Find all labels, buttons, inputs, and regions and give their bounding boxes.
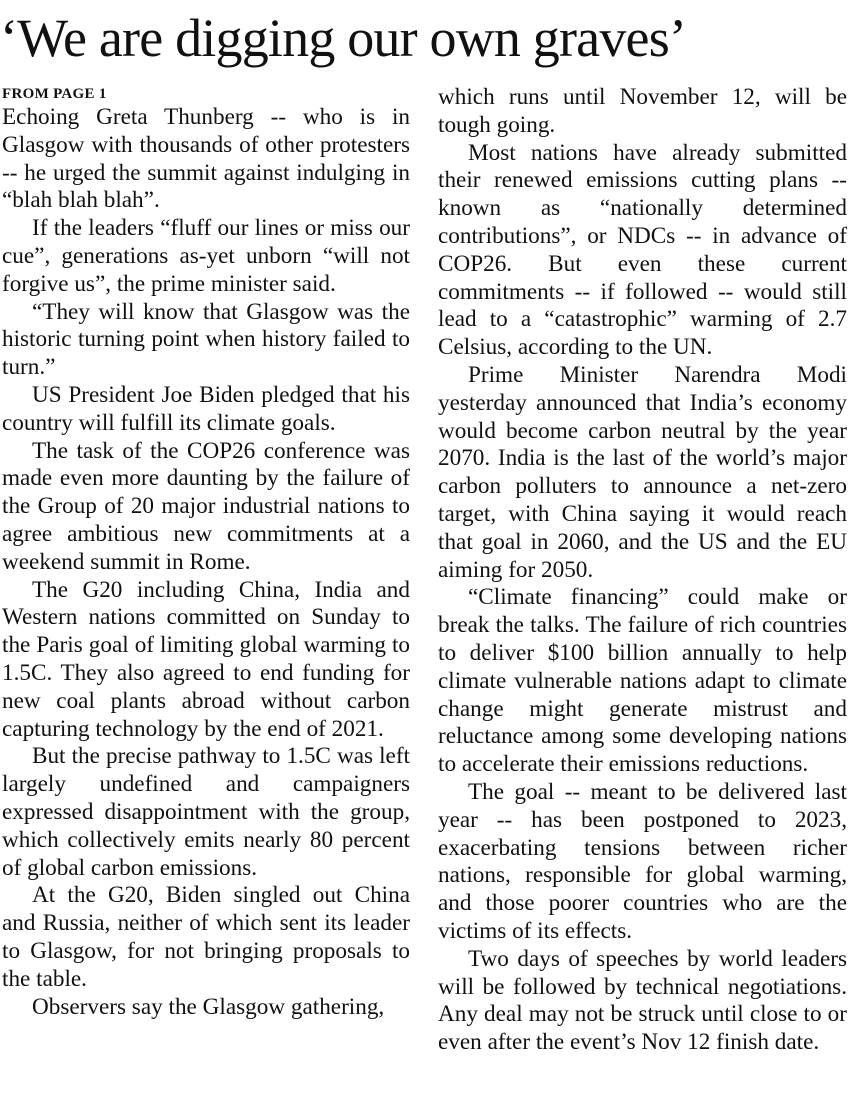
paragraph: Prime Minister Narendra Modi yesterday announced that India’s economy would become carbon neutral by the year 2070. India is the last of the world’s major carbon polluters to announce a net-zero target, with China saying it would reach that goal in 2060, and the US and the EU aiming for 2050. bbox=[438, 361, 847, 583]
paragraph: The G20 including China, India and Western nations committed on Sunday to the Paris goal of limiting global warming to 1.5C. They also agreed to end funding for new coal plants abroad without carbon capturing technology by the end of 2021. bbox=[2, 576, 410, 742]
paragraph: The goal -- meant to be delivered last year -- has been postponed to 2023, exacerbating tensions between richer nations, responsible for global warming, and those poorer countries who are the victims of its effects. bbox=[438, 778, 847, 944]
paragraph: Most nations have already submitted their renewed emissions cutting plans -- known as “nationally determined contributions”, or NDCs -- in advance of COP26. But even these current commitments -- if followed -- would still lead to a “catastrophic” warming of 2.7 Celsius, according to the UN. bbox=[438, 139, 847, 361]
paragraph: The task of the COP26 conference was made even more daunting by the failure of the Group of 20 major industrial nations to agree ambitious new commitments at a weekend summit in Rome. bbox=[2, 437, 410, 575]
paragraph: At the G20, Biden singled out China and Russia, neither of which sent its leader to Glasgow, for not bringing proposals to the table. bbox=[2, 882, 410, 992]
continued-from-label: FROM PAGE 1 bbox=[2, 86, 107, 102]
paragraph: If the leaders “fluff our lines or miss our cue”, generations as-yet unborn “will not forgive us”, the prime minister said. bbox=[2, 215, 410, 297]
paragraph-continued: which runs until November 12, will be tough going. bbox=[438, 84, 847, 138]
headline: ‘We are digging our own graves’ bbox=[0, 8, 687, 68]
paragraph: Observers say the Glasgow gathering, bbox=[32, 993, 385, 1020]
right-column bbox=[438, 84, 847, 1057]
paragraph: “Climate financing” could make or break the talks. The failure of rich countries to deliver $100 billion annually to help climate vulnerable nations adapt to climate change might generate mistrust and reluctance among some developing nations to accelerate their emissions reductions. bbox=[438, 584, 847, 778]
paragraph: US President Joe Biden pledged that his country will fulfill its climate goals. bbox=[2, 381, 410, 436]
left-column bbox=[2, 84, 410, 1021]
paragraph: But the precise pathway to 1.5C was left largely undefined and campaigners expressed disappointment with the group, which collectively emits nearly 80 percent of global carbon emissions. bbox=[2, 743, 410, 881]
paragraph: Two days of speeches by world leaders will be followed by technical negotiations. Any deal may not be struck until close to or even after the event’s Nov 12 finish date. bbox=[438, 945, 847, 1056]
paragraph: “They will know that Glasgow was the historic turning point when history failed to turn.” bbox=[2, 298, 410, 381]
paragraph: Echoing Greta Thunberg -- who is in Glasgow with thousands of other protesters -- he urged the summit against indulging in “blah blah blah”. bbox=[2, 104, 410, 214]
